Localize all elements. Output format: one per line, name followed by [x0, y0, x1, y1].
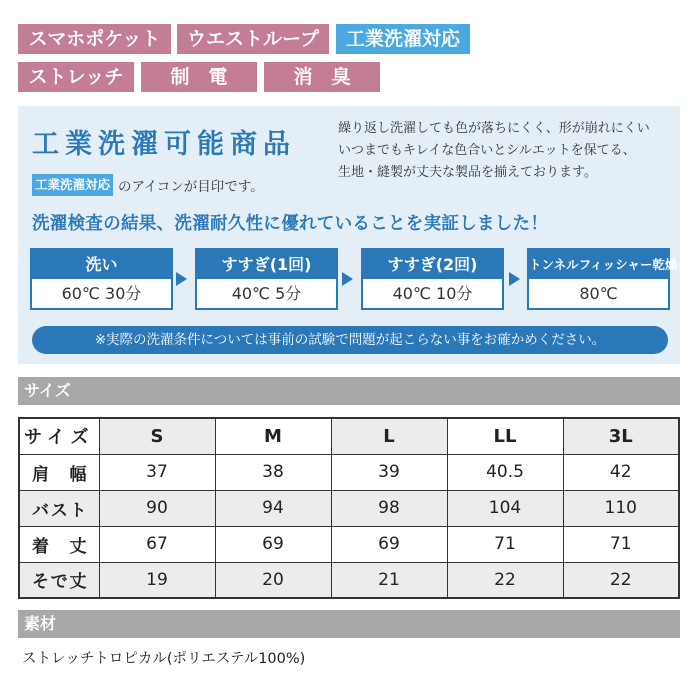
- tag-stretch: ストレッチ: [18, 62, 134, 92]
- badge-row: [32, 174, 264, 196]
- arrow-right-icon: [176, 272, 187, 286]
- table-cell: 38: [215, 454, 331, 490]
- table-cell: 40.5: [447, 454, 563, 490]
- arrow-right-icon: [342, 272, 353, 286]
- tag-antistatic: 制 電: [141, 62, 257, 92]
- table-cell: 71: [563, 526, 679, 562]
- wash-step-detail: 40℃ 5分: [231, 284, 302, 303]
- tag-deodorant: 消 臭: [264, 62, 380, 92]
- wash-step-name: 洗い: [32, 250, 171, 279]
- tag-waist-loop: ウエストループ: [177, 24, 329, 54]
- size-column-header: LL: [447, 418, 563, 454]
- table-cell: 22: [447, 562, 563, 598]
- row-label: 着丈: [19, 526, 99, 562]
- table-cell: 67: [99, 526, 215, 562]
- size-section-header: サイズ: [18, 377, 680, 405]
- wash-step-detail: 40℃ 10分: [392, 284, 473, 303]
- wash-headline: 洗濯検査の結果、洗濯耐久性に優れていることを実証しました！: [32, 214, 549, 234]
- wash-description-line: 繰り返し洗濯しても色が落ちにくく、形が崩れにくい: [338, 121, 650, 136]
- wash-description-line: 生地・縫製が丈夫な製品を揃えております。: [338, 165, 597, 180]
- table-cell: 19: [99, 562, 215, 598]
- wash-step-name: すすぎ(1回): [197, 250, 336, 279]
- size-corner-label: サイズ: [19, 418, 99, 454]
- table-cell: 98: [331, 490, 447, 526]
- table-cell: 94: [215, 490, 331, 526]
- table-cell: 42: [563, 454, 679, 490]
- wash-description-line: いつまでもキレイな色合いとシルエットを保てる、: [338, 143, 636, 158]
- table-row: [19, 454, 679, 490]
- row-label: そで丈: [19, 562, 99, 598]
- size-column-header: L: [331, 418, 447, 454]
- wash-step: [195, 248, 338, 310]
- wash-step-detail: 60℃ 30分: [61, 284, 142, 303]
- wash-step-name: すすぎ(2回): [363, 250, 502, 279]
- tag-smartphone-pocket: スマホポケット: [18, 24, 171, 54]
- size-header-row: [19, 418, 679, 454]
- row-label: 肩幅: [19, 454, 99, 490]
- size-table: [18, 417, 680, 599]
- table-cell: 22: [563, 562, 679, 598]
- table-cell: 69: [215, 526, 331, 562]
- table-cell: 71: [447, 526, 563, 562]
- arrow-right-icon: [509, 272, 520, 286]
- wash-step-name: トンネルフィッシャー乾燥: [529, 250, 668, 279]
- wash-note: ※実際の洗濯条件については事前の試験で問題が起こらない事をお確かめください。: [32, 326, 668, 354]
- table-cell: 69: [331, 526, 447, 562]
- table-cell: 90: [99, 490, 215, 526]
- table-row: [19, 490, 679, 526]
- industrial-wash-badge: 工業洗濯対応: [32, 174, 113, 196]
- wash-panel-title: 工業洗濯可能商品: [32, 129, 296, 160]
- size-column-header: S: [99, 418, 215, 454]
- table-cell: 104: [447, 490, 563, 526]
- wash-step: [30, 248, 173, 310]
- badge-caption: のアイコンが目印です。: [118, 179, 264, 195]
- material-text: ストレッチトロピカル(ポリエステル100%): [22, 651, 306, 667]
- table-row: [19, 526, 679, 562]
- table-cell: 37: [99, 454, 215, 490]
- wash-step-detail: 80℃: [579, 284, 618, 303]
- material-section-header: 素材: [18, 610, 680, 638]
- row-label: バスト: [19, 490, 99, 526]
- table-cell: 39: [331, 454, 447, 490]
- wash-step: [361, 248, 504, 310]
- table-cell: 21: [331, 562, 447, 598]
- industrial-wash-panel: [18, 106, 680, 364]
- table-cell: 20: [215, 562, 331, 598]
- wash-step: [527, 248, 678, 310]
- wash-description: [338, 118, 674, 184]
- table-row: [19, 562, 679, 598]
- tag-industrial-wash: 工業洗濯対応: [336, 24, 470, 54]
- size-column-header: 3L: [563, 418, 679, 454]
- table-cell: 110: [563, 490, 679, 526]
- size-column-header: M: [215, 418, 331, 454]
